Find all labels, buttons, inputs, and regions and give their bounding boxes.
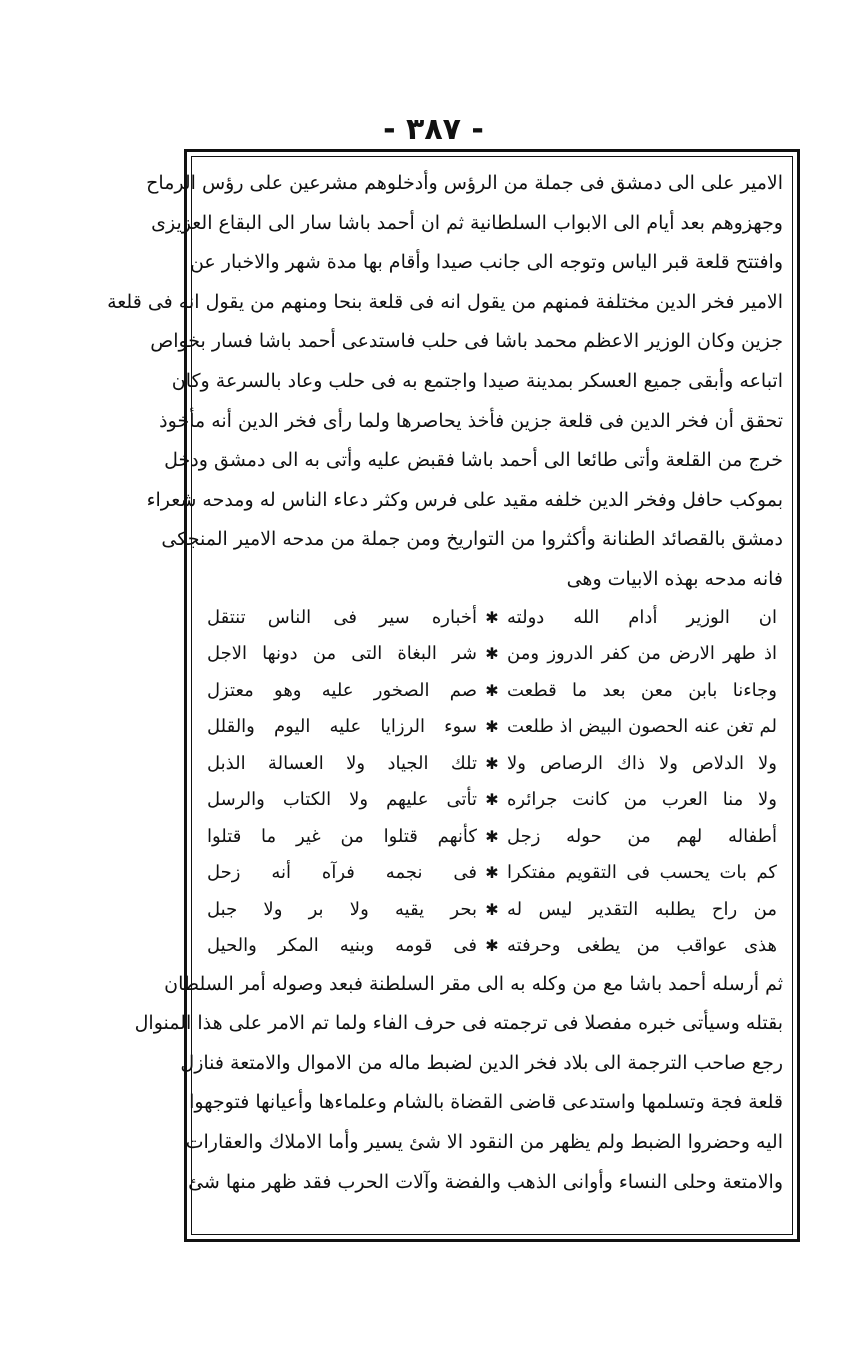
prose-line: تحقق أن فخر الدين فى قلعة جزين فأخذ يحاصرها ولما رأى فخر الدين أنه مأخوذ [159,409,783,432]
page-number: - ٣٨٧ - [383,112,484,147]
verse-second-hemistich: أخباره سير فى الناس تنتقل [207,606,477,628]
verse-separator-icon: ✱ [485,899,499,919]
prose-line: اتباعه وأبقى جميع العسكر بمدينة صيدا واجتمع به فى حلب وعاد بالسرعة وكان [171,369,783,392]
prose-line: الامير على الى دمشق فى جملة من الرؤس وأدخلوهم مشرعين على رؤس الرماح [146,172,783,194]
prose-line: ثم أرسله أحمد باشا مع من وكله به الى مقر السلطنة فبعد وصوله أمر السلطان [164,972,783,995]
prose-line: وجهزوهم بعد أيام الى الابواب السلطانية ثم ان أحمد باشا سار الى البقاع العزيزى [151,211,783,234]
verse-first-hemistich: أطفاله لهم من حوله زجل [507,825,777,847]
verse-second-hemistich: شر البغاة التى من دونها الاجل [207,643,477,665]
verse-first-hemistich: ان الوزير أدام الله دولته [507,606,777,628]
verse-second-hemistich: صم الصخور عليه وهو معتزل [207,679,477,701]
page-frame [107,149,800,1242]
verse-first-hemistich: كم بات يحسب فى التقويم مفتكرا [507,862,777,884]
verse-second-hemistich: فى قومه وبنيه المكر والحيل [207,935,477,957]
verse-row [201,855,783,892]
verse-first-hemistich: اذ طهر الارض من كفر الدروز ومن [507,643,777,665]
verse-row [201,600,783,637]
verse-row [201,636,783,673]
prose-line: والامتعة وحلى النساء وأوانى الذهب والفضة وآلات الحرب فقد ظهر منها شئ [188,1170,783,1193]
verse-first-hemistich: من راح يطلبه التقدير ليس له [507,898,777,920]
poem-section [201,600,783,965]
verse-separator-icon: ✱ [485,680,499,700]
verse-first-hemistich: ولا الدلاص ولا ذاك الرصاص ولا [507,752,777,774]
verse-separator-icon: ✱ [485,936,499,956]
verse-row [201,673,783,710]
verse-second-hemistich: سوء الرزايا عليه اليوم والقلل [207,716,477,738]
prose-line: الامير فخر الدين مختلفة فمنهم من يقول انه فى قلعة بنحا ومنهم من يقول انه فى قلعة [107,290,783,313]
prose-line: فانه مدحه بهذه الابيات وهى [566,567,783,590]
verse-second-hemistich: تأتى عليهم ولا الكتاب والرسل [207,789,477,811]
verse-second-hemistich: تلك الجياد ولا العسالة الذبل [207,752,477,774]
verse-separator-icon: ✱ [485,790,499,810]
prose-section-top [107,164,783,600]
verse-row [201,709,783,746]
verse-row [201,819,783,856]
verse-first-hemistich: لم تغن عنه الحصون البيض اذ طلعت [507,716,777,738]
verse-row [201,928,783,965]
verse-first-hemistich: وجاءنا بابن معن بعد ما قطعت [507,679,777,701]
verse-first-hemistich: هذى عواقب من يطغى وحرفته [507,935,777,957]
prose-line: قلعة فجة وتسلمها واستدعى قاضى القضاة بالشام وعلماءها وأعيانها فتوجهوا [189,1091,783,1114]
prose-line: جزين وكان الوزير الاعظم محمد باشا فى حلب فاستدعى أحمد باشا فسار بخواص [150,330,783,353]
prose-line: بقتله وسيأتى خبره مفصلا فى ترجمته فى حرف الفاء ولما تم الامر على هذا المنوال [134,1012,783,1035]
prose-line: بموكب حافل وفخر الدين خلفه مقيد على فرس وكثر دعاء الناس له ومدحه شعراء [146,488,783,511]
prose-line: خرج من القلعة وأتى طائعا الى أحمد باشا فقبض عليه وأتى به الى دمشق ودخل [164,449,783,472]
prose-line: اليه وحضروا الضبط ولم يظهر من النقود الا شئ يسير وأما الاملاك والعقارات [185,1130,783,1153]
text-block [107,164,783,1202]
prose-line: رجع صاحب الترجمة الى بلاد فخر الدين لضبط ماله من الاموال والامتعة فنازل [180,1051,783,1074]
verse-first-hemistich: ولا منا العرب من كانت جرائره [507,789,777,811]
verse-separator-icon: ✱ [485,863,499,883]
verse-second-hemistich: بحر يقيه ولا بر ولا جبل [207,898,477,920]
prose-line: وافتتح قلعة قبر الياس وتوجه الى جانب صيدا وأقام بها مدة شهر والاخبار عن [189,251,783,274]
verse-separator-icon: ✱ [485,753,499,773]
verse-separator-icon: ✱ [485,607,499,627]
verse-second-hemistich: فى نجمه فرآه أنه زحل [207,862,477,884]
verse-row [201,746,783,783]
verse-second-hemistich: كأنهم قتلوا من غير ما قتلوا [207,825,477,847]
verse-row [201,892,783,929]
verse-separator-icon: ✱ [485,644,499,664]
verse-row [201,782,783,819]
prose-line: دمشق بالقصائد الطنانة وأكثروا من التواريخ ومن جملة من مدحه الامير المنجكى [161,528,783,551]
prose-section-bottom [134,965,783,1203]
verse-separator-icon: ✱ [485,717,499,737]
verse-separator-icon: ✱ [485,826,499,846]
